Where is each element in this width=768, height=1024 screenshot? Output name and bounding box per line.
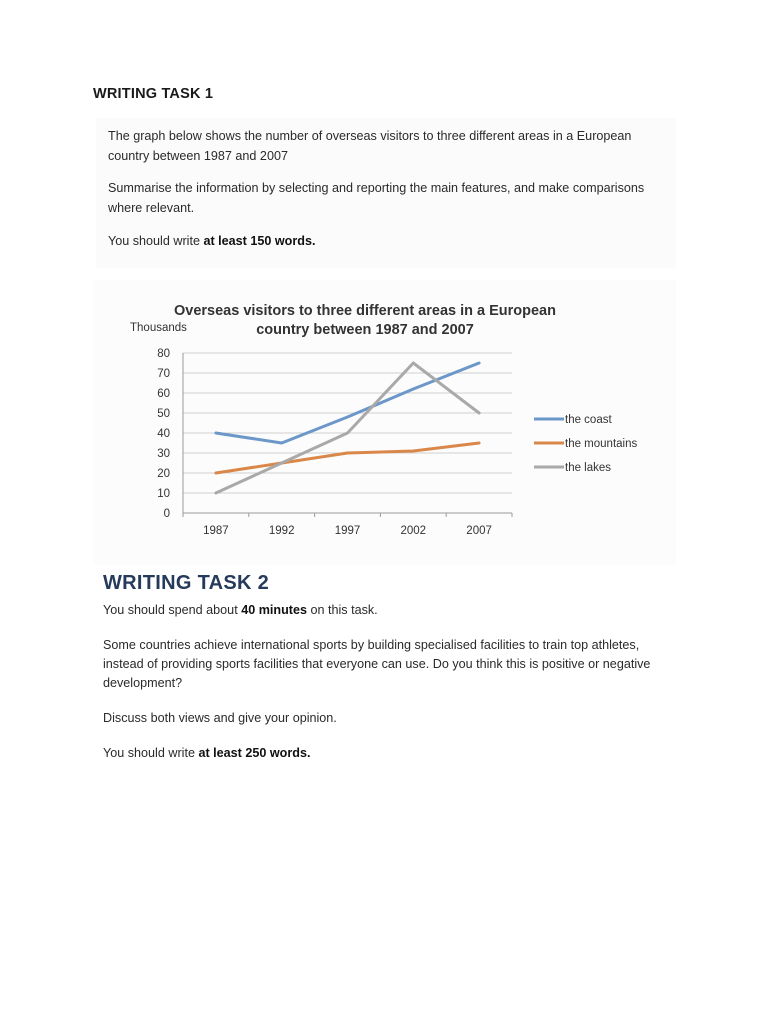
task2-time	[103, 601, 663, 620]
time-bold: 40 minutes	[241, 603, 307, 617]
chart-svg	[94, 280, 676, 565]
y-tick-label: 80	[157, 348, 170, 360]
chart-title-line2: country between 1987 and 2007	[256, 322, 474, 338]
y-tick-label: 60	[157, 388, 170, 400]
y-tick-label: 40	[157, 428, 170, 440]
task1-description: The graph below shows the number of overseas visitors to three different areas in a European country between 1987 and 2007	[108, 129, 632, 163]
line-chart	[94, 280, 676, 565]
task2-heading: WRITING TASK 2	[103, 572, 270, 594]
task1-word-count	[108, 231, 668, 251]
y-axis-label: Thousands	[130, 322, 187, 334]
task2-word-count	[103, 744, 663, 763]
x-tick-label: 1997	[334, 525, 361, 537]
task1-prompt	[96, 118, 676, 268]
x-tick-label: 2007	[466, 525, 492, 537]
y-tick-label: 30	[157, 448, 170, 460]
legend-label: the coast	[565, 414, 612, 426]
y-tick-label: 70	[157, 368, 170, 380]
y-tick-label: 20	[157, 468, 170, 480]
task2-discuss: Discuss both views and give your opinion.	[103, 711, 337, 725]
y-tick-label: 0	[163, 508, 170, 520]
word-count-prefix: You should write	[103, 746, 199, 760]
y-tick-label: 50	[157, 408, 170, 420]
y-tick-label: 10	[157, 488, 170, 500]
legend-label: the lakes	[565, 462, 612, 474]
x-tick-label: 2002	[400, 525, 427, 537]
word-count-bold: at least 150 words.	[203, 234, 316, 248]
task2-question: Some countries achieve international sports by building specialised facilities to train top athletes, instead of providing sports facilities that everyone can use. Do you think this is positive or negative development?	[103, 638, 651, 690]
word-count-prefix: You should write	[108, 234, 204, 248]
chart-title-line1: Overseas visitors to three different areas in a European	[174, 303, 556, 319]
time-suffix: on this task.	[306, 603, 378, 617]
task1-instructions: Summarise the information by selecting and reporting the main features, and make comparisons where relevant.	[108, 181, 645, 215]
x-tick-label: 1987	[203, 525, 229, 537]
time-prefix: You should spend about	[103, 603, 242, 617]
task1-heading: WRITING TASK 1	[93, 86, 214, 102]
word-count-bold: at least 250 words.	[198, 746, 311, 760]
x-tick-label: 1992	[268, 525, 295, 537]
legend-label: the mountains	[565, 438, 638, 450]
series-line-the-mountains	[216, 443, 479, 473]
